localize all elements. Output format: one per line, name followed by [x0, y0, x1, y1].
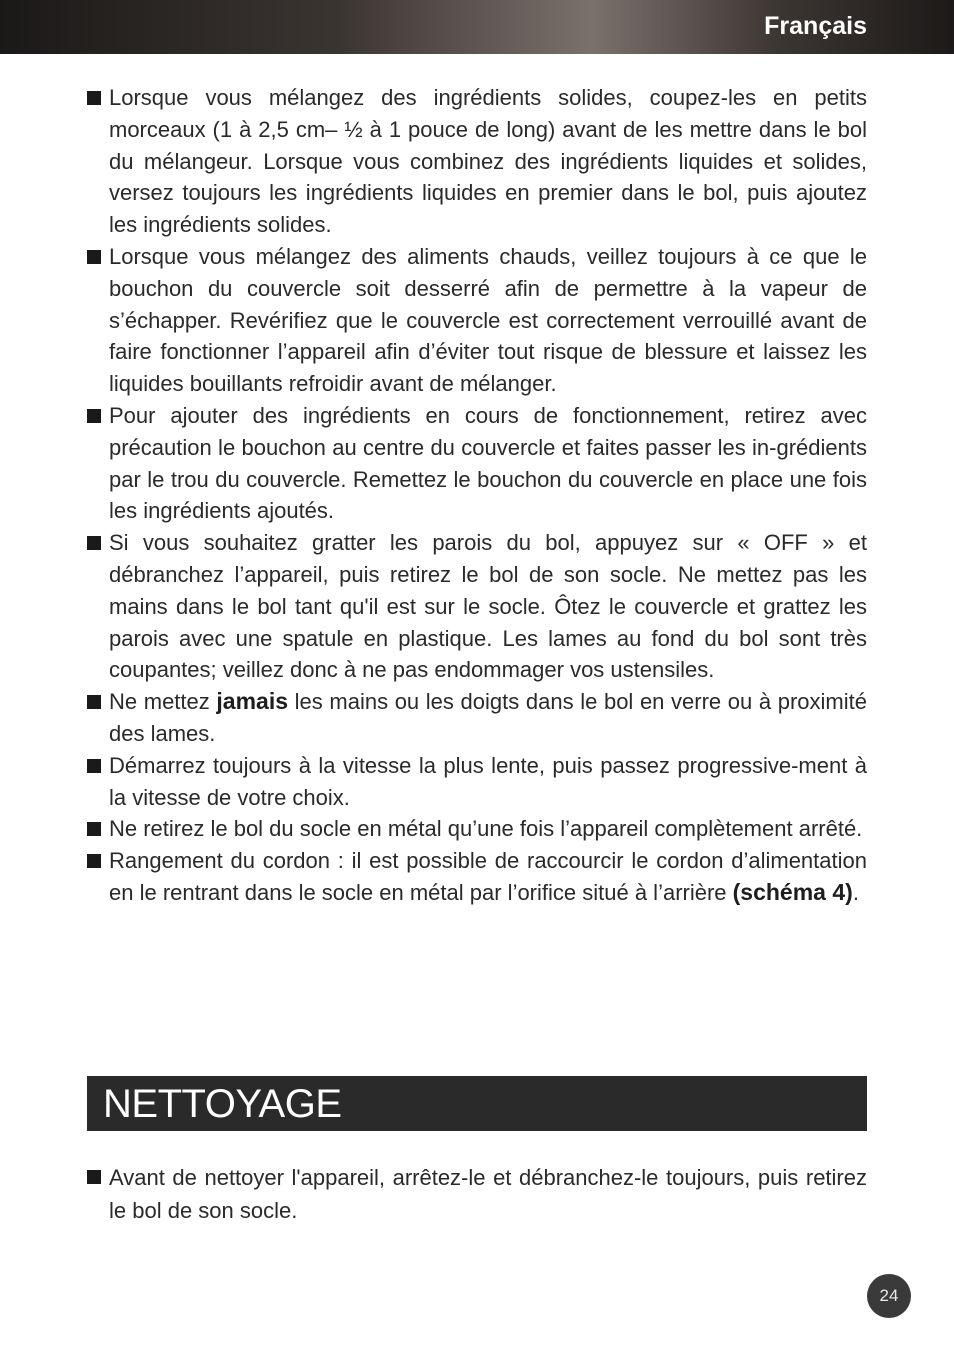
list-item-text: Lorsque vous mélangez des aliments chauds, veillez toujours à ce que le bouchon du couvercle soit desserré afin de permettre à la vapeur de s’échapper. Revérifiez que le couvercle est correctement verrouillé avant de faire fonctionner l’appareil afin d’éviter tout risque de blessure et laissez les liquides bouillants refroidir avant de mélanger.	[109, 243, 867, 397]
list-item-text: Ne retirez le bol du socle en métal qu’une fois l’appareil complètement arrêté.	[109, 816, 863, 842]
list-item	[87, 527, 867, 686]
bullet-square-icon	[87, 250, 101, 264]
list-item-text: Pour ajouter des ingrédients en cours de fonctionnement, retirez avec précaution le bouchon au centre du couvercle et faites passer les in-grédients par le trou du couvercle. Remettez le bouchon du couvercle en place une fois les ingrédients ajoutés.	[109, 402, 867, 524]
bullet-square-icon	[87, 759, 101, 773]
cleaning-list	[87, 1161, 867, 1227]
emphasis-text: (schéma 4)	[732, 878, 853, 905]
bullet-square-icon	[87, 1170, 101, 1184]
list-item	[87, 1161, 867, 1227]
bullet-square-icon	[87, 536, 101, 550]
list-item	[87, 750, 867, 814]
bullet-square-icon	[87, 91, 101, 105]
language-label: Français	[764, 12, 867, 40]
list-item-text: Démarrez toujours à la vitesse la plus lente, puis passez progressive-ment à la vitesse de votre choix.	[109, 752, 867, 810]
list-item	[87, 241, 867, 400]
emphasis-text: jamais	[216, 688, 289, 715]
list-item-text: Avant de nettoyer l'appareil, arrêtez-le et débranchez-le toujours, puis retirez le bol de son socle.	[109, 1165, 867, 1223]
bullet-square-icon	[87, 822, 101, 836]
list-item	[87, 686, 867, 750]
list-item	[87, 813, 867, 845]
section-title: NETTOYAGE	[103, 1082, 342, 1126]
bullet-square-icon	[87, 409, 101, 423]
list-item-text-before: Rangement du cordon : il est possible de raccourcir le cordon d’alimentation en le rentrant dans le socle en métal par l’orifice situé à l’arrière	[109, 848, 867, 905]
list-item-text: Lorsque vous mélangez des ingrédients solides, coupez-les en petits morceaux (1 à 2,5 cm– ½ à 1 pouce de long) avant de les mettre dans le bol du mélangeur. Lorsque vous combinez des ingrédients liquides et solides, versez toujours les ingrédients liquides en premier dans le bol, puis ajoutez les ingrédients solides.	[109, 85, 867, 238]
list-item-text: Si vous souhaitez gratter les parois du bol, appuyez sur « OFF » et débranchez l’appareil, puis retirez le bol de son socle. Ne mettez pas les mains dans le bol tant qu'il est sur le socle. Ôtez le couvercle et grattez les parois avec une spatule en plastique. Les lames au fond du bol sont très coupantes; veillez donc à ne pas endommager vos ustensiles.	[109, 530, 867, 683]
section-heading-bar	[87, 1076, 867, 1131]
list-item-text-before: Ne mettez	[109, 689, 217, 715]
list-item	[87, 400, 867, 527]
list-item	[87, 845, 867, 909]
list-item	[87, 82, 867, 241]
page-number-badge: 24	[867, 1274, 911, 1318]
list-item-text-after: les mains ou les doigts dans le bol en verre ou à proximité des lames.	[109, 689, 867, 746]
header-bar	[0, 0, 954, 54]
bullet-square-icon	[87, 854, 101, 868]
bullet-square-icon	[87, 695, 101, 709]
instructions-list	[87, 82, 867, 909]
list-item-text-after: .	[852, 879, 859, 905]
